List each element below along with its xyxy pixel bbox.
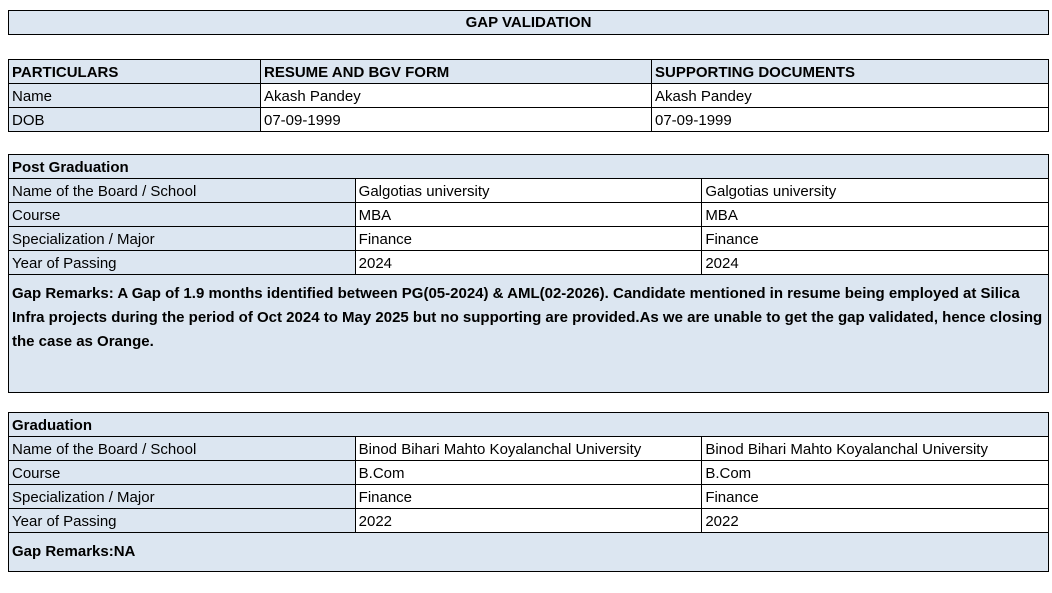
row-label: Specialization / Major [9, 485, 356, 509]
graduation-gap-remarks: Gap Remarks:NA [9, 533, 1049, 572]
remarks-row [9, 275, 1049, 393]
resume-value: Akash Pandey [261, 84, 652, 108]
document-value: 2024 [702, 251, 1049, 275]
table-row [9, 509, 1049, 533]
particulars-table [8, 59, 1049, 132]
row-label: Course [9, 461, 356, 485]
table-row [9, 203, 1049, 227]
section-heading-row [9, 413, 1049, 437]
resume-value: Binod Bihari Mahto Koyalanchal University [355, 437, 702, 461]
section-heading-row [9, 155, 1049, 179]
resume-value: Finance [355, 227, 702, 251]
document-value: Finance [702, 485, 1049, 509]
document-value: Binod Bihari Mahto Koyalanchal University [702, 437, 1049, 461]
row-label: Name [9, 84, 261, 108]
row-label: DOB [9, 108, 261, 132]
table-row [9, 437, 1049, 461]
document-value: B.Com [702, 461, 1049, 485]
graduation-table [8, 412, 1049, 572]
resume-value: Galgotias university [355, 179, 702, 203]
post-graduation-table [8, 154, 1049, 393]
table-row [9, 179, 1049, 203]
table-row [9, 251, 1049, 275]
resume-value: 2024 [355, 251, 702, 275]
remarks-row [9, 533, 1049, 572]
row-label: Name of the Board / School [9, 437, 356, 461]
header-resume-bgv: RESUME AND BGV FORM [261, 60, 652, 84]
header-supporting-docs: SUPPORTING DOCUMENTS [652, 60, 1049, 84]
resume-value: Finance [355, 485, 702, 509]
page-title: GAP VALIDATION [8, 10, 1049, 35]
post-graduation-heading: Post Graduation [9, 155, 1049, 179]
header-particulars: PARTICULARS [9, 60, 261, 84]
table-row [9, 227, 1049, 251]
document-value: Akash Pandey [652, 84, 1049, 108]
row-label: Course [9, 203, 356, 227]
table-header-row [9, 60, 1049, 84]
row-label: Name of the Board / School [9, 179, 356, 203]
table-row [9, 485, 1049, 509]
resume-value: B.Com [355, 461, 702, 485]
table-row [9, 461, 1049, 485]
document-value: 07-09-1999 [652, 108, 1049, 132]
document-value: MBA [702, 203, 1049, 227]
table-row [9, 108, 1049, 132]
post-graduation-gap-remarks: Gap Remarks: A Gap of 1.9 months identified between PG(05-2024) & AML(02-2026). Candidate mentioned in resume being employed at Silica Infra projects during the period of Oct 2024 to May 2025 but no supporting are provided.As we are unable to get the gap validated, hence closing the case as Orange. [9, 275, 1049, 393]
row-label: Year of Passing [9, 509, 356, 533]
row-label: Specialization / Major [9, 227, 356, 251]
document-value: Finance [702, 227, 1049, 251]
resume-value: 2022 [355, 509, 702, 533]
graduation-heading: Graduation [9, 413, 1049, 437]
resume-value: 07-09-1999 [261, 108, 652, 132]
row-label: Year of Passing [9, 251, 356, 275]
document-value: Galgotias university [702, 179, 1049, 203]
resume-value: MBA [355, 203, 702, 227]
table-row [9, 84, 1049, 108]
document-value: 2022 [702, 509, 1049, 533]
